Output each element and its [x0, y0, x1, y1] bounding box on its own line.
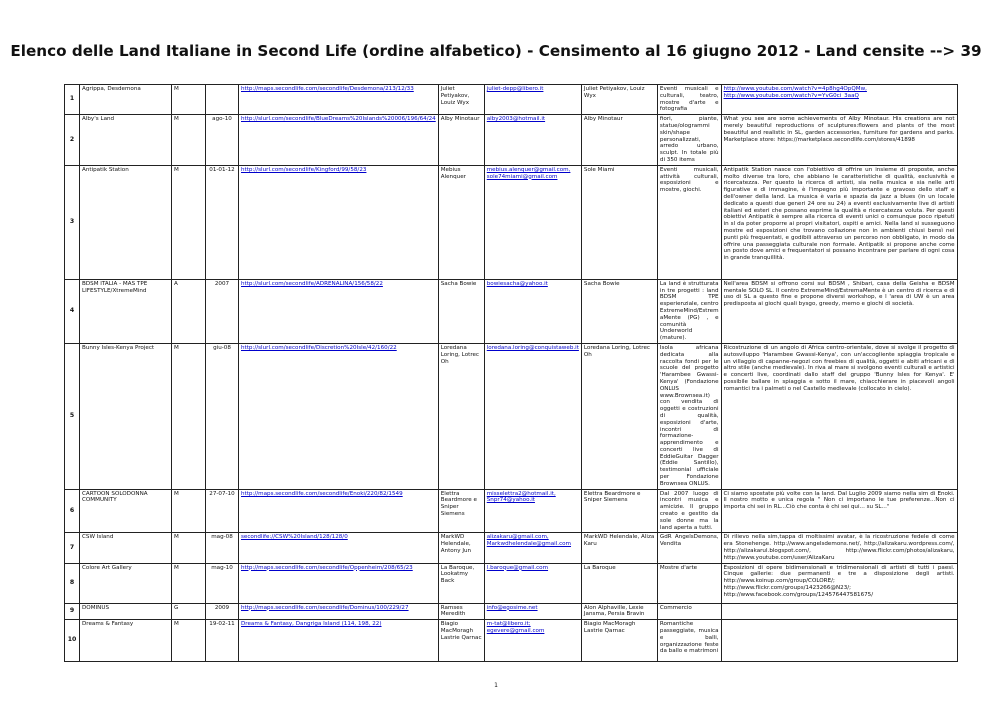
table-row [65, 620, 958, 662]
land-name: Dreams & Fantasy [80, 620, 172, 662]
row-number: 5 [65, 343, 80, 489]
land-contact: Sole Miami [581, 165, 657, 279]
land-url[interactable]: secondlife://CSW%20Island/128/128/0 [239, 533, 439, 563]
land-name: BDSM ITALIA - MAS TPE LIFESTYLE/XtremeMind [80, 279, 172, 343]
land-url[interactable]: http://maps.secondlife.com/secondlife/Dominus/100/229/27 [239, 603, 439, 620]
land-activity: GdR AngelsDemons, Vendita [657, 533, 721, 563]
land-activity: fiori, piante, statue/ologrammi skin/shape personalizzati, arredo urbano, sculpt. In totale più di 350 items [657, 115, 721, 166]
land-email[interactable]: misselettra2@hotmail.it, Snpr74@yahoo.it [484, 489, 581, 533]
land-description: Nell'area BDSM si offrono corsi sul BDSM , Shibari, casa della Geisha e BDSM mentale SOLO SL. Il centro ExtremeMind/EstremaMente è un centro di ricerca e di uso di SL a questo fine e propone diversi workshop, e l 'area di UW è un area predisposta ai giochi quali bysgo, greedy, memo e giochi di società. [721, 279, 957, 343]
land-type: M [172, 620, 206, 662]
land-contact: Biagio MacMoragh Lastrie Qarnac [581, 620, 657, 662]
table-row [65, 279, 958, 343]
land-activity: Romantiche passeggiate, musica e balli, organizzazione feste da ballo e matrimoni [657, 620, 721, 662]
land-name: Bunny Isles-Kenya Project [80, 343, 172, 489]
land-contact: Alon Alphaville, Lexie Jansma, Persia Bravin [581, 603, 657, 620]
table-row [65, 489, 958, 533]
row-number: 1 [65, 85, 80, 115]
land-description: What you see are some achievements of Alby Minotaur. His creations are not merely beautiful reproductions of sculptures:flowers and plants of the most beautiful and realistic in SL, garden accessories, furniture for gardens and parks. Marketplace store: https://marketplace.secondlife.com/stores/41898 [721, 115, 957, 166]
land-url[interactable]: http://slurl.com/secondlife/Discretion%20Isle/42/160/22 [239, 343, 439, 489]
land-activity: La land è strutturata in tre progetti : land BDSM TPE esperienziale, centro ExtremeMind/Estrem aMente (PG) , e comunità Underworld (mature). [657, 279, 721, 343]
land-description [721, 603, 957, 620]
land-date: 01-01-12 [206, 165, 239, 279]
land-type: M [172, 563, 206, 603]
land-email[interactable]: mebius.alenquer@gmail.com, sole74miami@gmail.com [484, 165, 581, 279]
land-owners: Alby Minotaur [438, 115, 484, 166]
land-url[interactable]: http://maps.secondlife.com/secondlife/Oppenheim/208/65/23 [239, 563, 439, 603]
land-owners: Ramses Meredith [438, 603, 484, 620]
land-description: Esposizioni di opere bidimensionali e tridimensionali di artisti di tutti i paesi. Cinque gallerie: due permanenti e tre a disposizione degli artisti. http://www.koinup.com/group/COLORE/; http://www.flickr.com/groups/1423266@N23/; http://www.facebook.com/groups/124576447581675/ [721, 563, 957, 603]
table-row [65, 165, 958, 279]
land-description: Di rilievo nella sim,tappa di moltissimi avatar, è la ricostruzione fedele di come era Stonehenge. http://www.angelsdemons.net/, http://alizakaru.wordpress.com/, http://alizakarul.blogspot.com/, http://www.flickr.com/photos/alizakaru, http://www.youtube.com/user/AlizaKaru [721, 533, 957, 563]
table-row [65, 603, 958, 620]
land-name: Antipatik Station [80, 165, 172, 279]
land-email[interactable]: alby2003@hotmail.it [484, 115, 581, 166]
land-url[interactable]: http://maps.secondlife.com/secondlife/Desdemona/213/12/33 [239, 85, 439, 115]
land-name: CSW Island [80, 533, 172, 563]
table-row [65, 563, 958, 603]
land-date: ago-10 [206, 115, 239, 166]
land-date: mag-08 [206, 533, 239, 563]
land-name: Alby's Land [80, 115, 172, 166]
land-email[interactable]: alizakaru@gmail.com, Markwdhelendale@gmail.com [484, 533, 581, 563]
land-contact: Elettra Beardmore e Sniper Siemens [581, 489, 657, 533]
land-email[interactable]: loredana.loring@conquistaweb.it [484, 343, 581, 489]
land-url[interactable]: http://slurl.com/secondlife/Kingford/99/58/23 [239, 165, 439, 279]
land-description[interactable]: http://www.youtube.com/watch?v=4p8hg4OpQMw, http://www.youtube.com/watch?v=YvG0ci_3aaQ [721, 85, 957, 115]
land-contact: Loredana Loring, Lotrec Oh [581, 343, 657, 489]
row-number: 7 [65, 533, 80, 563]
land-email[interactable]: juliet-depp@libero.it [484, 85, 581, 115]
table-row [65, 85, 958, 115]
land-activity: Dal 2007 luogo di incontri musica e amicizie. Il gruppo creato e gestito da sole donne ma la land aperta a tutti. [657, 489, 721, 533]
row-number: 6 [65, 489, 80, 533]
land-description [721, 620, 957, 662]
land-owners: La Baroque, Lookatmy Back [438, 563, 484, 603]
land-owners: Mebius Alenquer [438, 165, 484, 279]
table-row [65, 533, 958, 563]
land-owners: Biagio MacMoragh Lastrie Qarnac [438, 620, 484, 662]
land-contact: Sacha Bowie [581, 279, 657, 343]
land-owners: Loredana Loring, Lotrec Oh [438, 343, 484, 489]
land-type: A [172, 279, 206, 343]
land-date: mag-10 [206, 563, 239, 603]
land-type: M [172, 85, 206, 115]
table-row [65, 115, 958, 166]
page-title: Elenco delle Land Italiane in Second Life (ordine alfabetico) - Censimento al 16 giugno 2012 - Land censite --> 39 [10, 42, 982, 60]
land-email[interactable]: info@egosime.net [484, 603, 581, 620]
land-date: 2007 [206, 279, 239, 343]
land-contact: Juliet Petiyakov, Louiz Wyx [581, 85, 657, 115]
land-url[interactable]: http://maps.secondlife.com/secondlife/Enoki/220/82/1549 [239, 489, 439, 533]
land-activity: Mostre d'arte [657, 563, 721, 603]
land-url[interactable]: http://slurl.com/secondlife/BlueDreams%20Islands%20006/196/64/24 [239, 115, 439, 166]
land-description: Ci siamo spostate più volte con la land. Dal Luglio 2009 siamo nella sim di Enoki. Il nostro motto e unica regola " Non ci importano le tue preferenze...Non ci importa chi sei in RL...Ciò che conta è chi sei qui... su SL..." [721, 489, 957, 533]
land-email[interactable]: m-tat@libero.it; egevere@gmail.com [484, 620, 581, 662]
table-row [65, 343, 958, 489]
land-type: M [172, 489, 206, 533]
land-contact: Alby Minotaur [581, 115, 657, 166]
land-owners: Elettra Beardmore e Sniper Siemens [438, 489, 484, 533]
land-name: Agrippa, Desdemona [80, 85, 172, 115]
row-number: 2 [65, 115, 80, 166]
land-name: DOMINUS [80, 603, 172, 620]
land-owners: MarkWD Helendale, Antony Jun [438, 533, 484, 563]
land-owners: Sacha Bowie [438, 279, 484, 343]
land-name: Colore Art Gallery [80, 563, 172, 603]
land-type: M [172, 165, 206, 279]
row-number: 10 [65, 620, 80, 662]
land-activity: Eventi musicali, attività culturali, esposizioni e mostre, giochi. [657, 165, 721, 279]
land-date: 19-02-11 [206, 620, 239, 662]
land-activity: Isola africana dedicata alla raccolta fondi per le scuole del progetto 'Harambee Gwassi-Kenya' (Fondazione ONLUS www.Brownsea.it) con vendita di oggetti e costruzioni di qualità, esposizioni d'arte, incontri di formazione-apprendimento e concerti live di EddieGuitar Dagger (Eddie Santillo), testimonial ufficiale per Fondazione Brownsea ONLUS. [657, 343, 721, 489]
land-description: Ricostruzione di un angolo di Africa centro-orientale, dove si svolge il progetto di autosviluppo 'Harambee Gwassi-Kenya', con un'accogliente spiaggia tropicale e un villaggio di capanne-negozi con freebies di qualità, oggetti e abiti africani e di altro stile (anche medievale). In riva al mare si svolgono eventi culturali e artistici e concerti live, coordinati dallo staff del gruppo 'Bunny Isles for Kenya'. E' possibile ballare in spiaggia e sotto il mare, chiacchierare in piacevoli angoli romantici tra i palmeti o nel Castello medievale (collocato in cielo). [721, 343, 957, 489]
land-email[interactable]: l.baroque@gmail.com [484, 563, 581, 603]
land-type: G [172, 603, 206, 620]
land-date: giu-08 [206, 343, 239, 489]
land-url[interactable]: http://slurl.com/secondlife/ADRENALINA/156/58/22 [239, 279, 439, 343]
land-type: M [172, 533, 206, 563]
land-name: CARTOON SOLODONNA COMMUNITY [80, 489, 172, 533]
row-number: 3 [65, 165, 80, 279]
land-type: M [172, 115, 206, 166]
row-number: 4 [65, 279, 80, 343]
land-contact: La Baroque [581, 563, 657, 603]
land-description: Antipatik Station nasce con l'obiettivo di offrire un insieme di proposte, anche molto diverse tra loro, che abbiano le caratteristiche di qualità, esclusività e ricercatezza. Per questo la ricerca di artisti, sia nella musica e sia nelle arti figurative e di immagine, è l'impegno più importante e gravoso dello staff e dell'owner della land. La musica è varia e spazia da jazz a blues (in un locale dedicato a questi due generi 24 ore su 24) a eventi esclusivamente live di artisti italiani ed esteri che possano esprime la qualità e ricercatezza voluta. Per questi obiettivi Antipatik è sempre alla ricerca di eventi unici o comunque poco ripetuti in sl da poter proporre ai propri visitatori, ospiti e amici. Nella land si susseguono mostre ed esposizioni che trovano collazione non in ambienti chiusi bensì nei punti più frequentati, e godibili attraverso un percorso non obbligato, in modo da offrire una passeggiata culturale non formale. Antipatik si propone anche come un posto dove amici e frequentatori si possano incontrare per parlare di ogni cosa in grande tranquillità. [721, 165, 957, 279]
land-owners: Juliet Petiyakov, Louiz Wyx [438, 85, 484, 115]
page-number: 1 [494, 682, 498, 689]
land-email[interactable]: bowiesacha@yahoo.it [484, 279, 581, 343]
land-date [206, 85, 239, 115]
row-number: 9 [65, 603, 80, 620]
land-activity: Commercio [657, 603, 721, 620]
land-table [64, 84, 958, 662]
land-date: 27-07-10 [206, 489, 239, 533]
row-number: 8 [65, 563, 80, 603]
land-url[interactable]: Dreams & Fantasy, Dangriga Island (114, 198, 22) [239, 620, 439, 662]
land-type: M [172, 343, 206, 489]
land-contact: MarkWD Helendale, Aliza Karu [581, 533, 657, 563]
land-activity: Eventi musicali e culturali, teatro, mostre d'arte e fotografia [657, 85, 721, 115]
land-date: 2009 [206, 603, 239, 620]
